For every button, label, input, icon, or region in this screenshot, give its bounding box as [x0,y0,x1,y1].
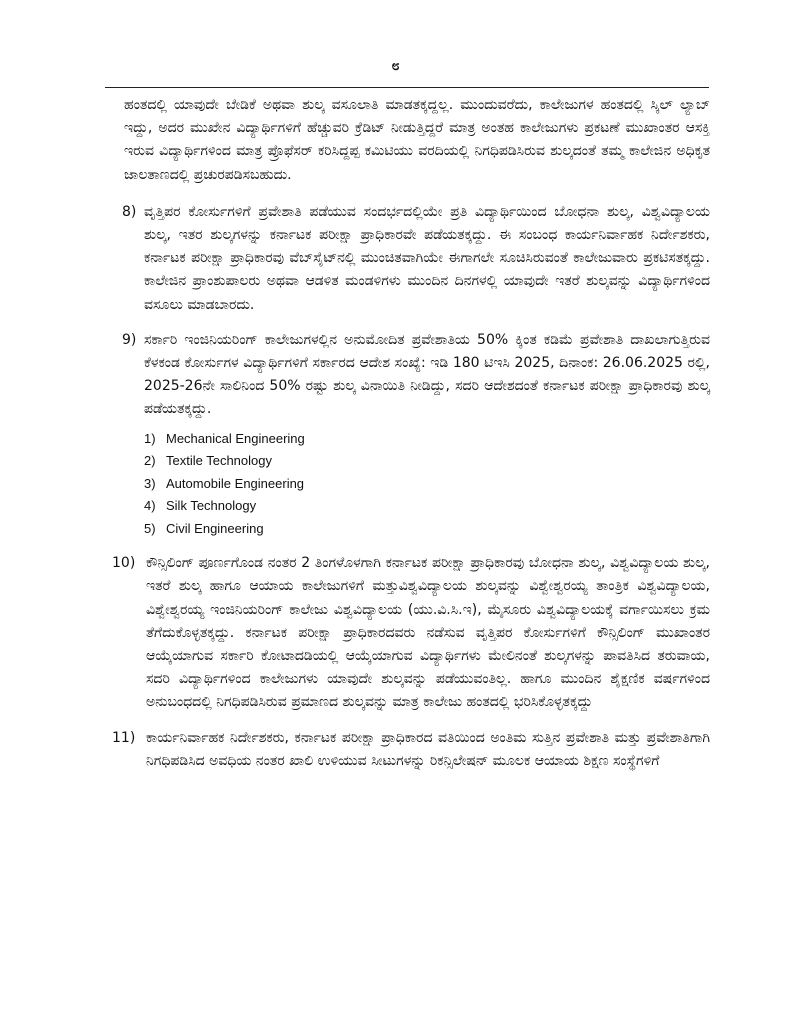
list-item: 2) Textile Technology [144,453,272,469]
item-number: 9) [122,331,137,348]
item-text: ವೃತ್ತಿಪರ ಕೋರ್ಸುಗಳಿಗೆ ಪ್ರವೇಶಾತಿ ಪಡೆಯುವ ಸಂದರ್ಭದಲ್ಲಿಯೇ ಪ್ರತಿ ವಿದ್ಯಾರ್ಥಿಯಿಂದ ಬೋಧನಾ ಶುಲ್ಕ, ವಿಶ್ವವಿದ್ಯಾಲಯ ಶುಲ್ಕ, ಇತರ ಶುಲ್ಕಗಳನ್ನು ಕರ್ನಾಟಕ ಪರೀಕ್ಷಾ ಪ್ರಾಧಿಕಾರವೇ ಪಡೆಯತಕ್ಕದ್ದು. ಈ ಸಂಬಂಧ ಕಾರ್ಯನಿರ್ವಾಹಕ ನಿರ್ದೇಶಕರು, ಕರ್ನಾಟಕ ಪರೀಕ್ಷಾ ಪ್ರಾಧಿಕಾರವು ವೆಬ್‌ಸೈಟ್‌ನಲ್ಲಿ ಮುಂಚಿತವಾಗಿಯೇ ಈಗಾಗಲೇ ಸೂಚಿಸಿರುವಂತೆ ಕಾಲೇಜುವಾರು ಪ್ರಕಟಿಸತಕ್ಕದ್ದು. ಕಾಲೇಜಿನ ಪ್ರಾಂಶುಪಾಲರು ಅಥವಾ ಆಡಳಿತ ಮಂಡಳಿಗಳು ಮುಂದಿನ ದಿನಗಳಲ್ಲಿ ಯಾವುದೇ ಇತರೆ ಶುಲ್ಕವನ್ನು ವಿದ್ಯಾರ್ಥಿಗಳಿಂದ ವಸೂಲು ಮಾಡಬಾರದು. [144,203,710,313]
page-number: ೮ [391,58,400,74]
item-8 [98,201,710,317]
list-item: 5) Civil Engineering [144,520,264,536]
item-9 [98,329,710,422]
item-number: 8) [122,203,137,220]
item-11 [98,727,710,773]
continuation-paragraph: ಹಂತದಲ್ಲಿ ಯಾವುದೇ ಬೇಡಿಕೆ ಅಥವಾ ಶುಲ್ಕ ವಸೂಲಾತಿ ಮಾಡತಕ್ಕದ್ದಲ್ಲ. ಮುಂದುವರೆದು, ಕಾಲೇಜುಗಳ ಹಂತದಲ್ಲಿ ಸ್ಕಿಲ್ ಲ್ಯಾಬ್ ಇದ್ದು, ಅದರ ಮುಖೇನ ವಿದ್ಯಾರ್ಥಿಗಳಿಗೆ ಹೆಚ್ಚುವರಿ ಕ್ರೆಡಿಟ್ ನೀಡುತ್ತಿದ್ದರೆ ಮಾತ್ರ ಅಂತಹ ಕಾಲೇಜುಗಳು ಪ್ರಕಟಣೆ ಮುಖಾಂತರ ಆಸಕ್ತಿ ಇರುವ ವಿದ್ಯಾರ್ಥಿಗಳಿಂದ ಮಾತ್ರ ಪ್ರೊಫೆಸರ್ ಕರಿಸಿದ್ದಪ್ಪ ಕಮಿಟಿಯು ವರದಿಯಲ್ಲಿ ನಿಗಧಿಪಡಿಸಿರುವ ಶುಲ್ಕದಂತೆ ತಮ್ಮ ಕಾಲೇಜಿನ ಅಧಿಕೃತ ಜಾಲತಾಣದಲ್ಲಿ ಪ್ರಚುರಪಡಿಸಬಹುದು. [124,97,710,183]
header-rule [105,87,709,88]
item-text: ಸರ್ಕಾರಿ ಇಂಜಿನಿಯರಿಂಗ್ ಕಾಲೇಜುಗಳಲ್ಲಿನ ಅನುಮೋದಿತ ಪ್ರವೇಶಾತಿಯ 50% ಕ್ಕಿಂತ ಕಡಿಮೆ ಪ್ರವೇಶಾತಿ ದಾಖಲಾಗುತ್ತಿರುವ ಕೆಳಕಂಡ ಕೋರ್ಸುಗಳ ವಿದ್ಯಾರ್ಥಿಗಳಿಗೆ ಸರ್ಕಾರದ ಆದೇಶ ಸಂಖ್ಯೆ: ಇಡಿ 180 ಟಿಇಸಿ 2025, ದಿನಾಂಕ: 26.06.2025 ರಲ್ಲಿ, 2025-26ನೇ ಸಾಲಿನಿಂದ 50% ರಷ್ಟು ಶುಲ್ಕ ವಿನಾಯಿತಿ ನೀಡಿದ್ದು, ಸದರಿ ಆದೇಶದಂತೆ ಕರ್ನಾಟಕ ಪರೀಕ್ಷಾ ಪ್ರಾಧಿಕಾರವು ಶುಲ್ಕ ಪಡೆಯತಕ್ಕದ್ದು. [144,331,710,418]
list-item: 1) Mechanical Engineering [144,430,305,446]
list-item: 3) Automobile Engineering [144,475,305,491]
item-number: 10) [112,555,136,572]
list-item: 4) Silk Technology [144,498,257,514]
course-list [98,428,710,541]
document-body [98,94,710,773]
item-number: 11) [112,729,136,746]
item-text: ಕೌನ್ಸಿಲಿಂಗ್ ಪೂರ್ಣಗೊಂಡ ನಂತರ 2 ತಿಂಗಳೊಳಗಾಗಿ ಕರ್ನಾಟಕ ಪರೀಕ್ಷಾ ಪ್ರಾಧಿಕಾರವು ಬೋಧನಾ ಶುಲ್ಕ, ವಿಶ್ವವಿದ್ಯಾಲಯ ಶುಲ್ಕ, ಇತರೆ ಶುಲ್ಕ ಹಾಗೂ ಆಯಾಯ ಕಾಲೇಜುಗಳಿಗೆ ಮತ್ತುವಿಶ್ವವಿದ್ಯಾಲಯ ಶುಲ್ಕವನ್ನು ವಿಶ್ವೇಶ್ವರಯ್ಯ ತಾಂತ್ರಿಕ ವಿಶ್ವವಿದ್ಯಾಲಯ, ವಿಶ್ವೇಶ್ವರಯ್ಯ ಇಂಜಿನಿಯರಿಂಗ್ ಕಾಲೇಜು ವಿಶ್ವವಿದ್ಯಾಲಯ (ಯು.ವಿ.ಸಿ.ಇ), ಮೈಸೂರು ವಿಶ್ವವಿದ್ಯಾಲಯಕ್ಕೆ ವರ್ಗಾಯಿಸಲು ಕ್ರಮ ತೆಗೆದುಕೊಳ್ಳತಕ್ಕದ್ದು. ಕರ್ನಾಟಕ ಪರೀಕ್ಷಾ ಪ್ರಾಧಿಕಾರದವರು ನಡೆಸುವ ವೃತ್ತಿಪರ ಕೋರ್ಸುಗಳಿಗೆ ಕೌನ್ಸಿಲಿಂಗ್ ಮುಖಾಂತರ ಆಯ್ಕೆಯಾಗುವ ಸರ್ಕಾರಿ ಕೋಟಾದಡಿಯಲ್ಲಿ ಆಯ್ಕೆಯಾಗುವ ವಿದ್ಯಾರ್ಥಿಗಳು ಮೇಲಿನಂತೆ ಶುಲ್ಕಗಳನ್ನು ಪಾವತಿಸಿದ ತರುವಾಯ, ಸದರಿ ವಿದ್ಯಾರ್ಥಿಗಳಿಂದ ಕಾಲೇಜುಗಳು ಯಾವುದೇ ಶುಲ್ಕವನ್ನು ಪಡೆಯುವಂತಿಲ್ಲ. ಹಾಗೂ ಮುಂದಿನ ಶೈಕ್ಷಣಿಕ ವರ್ಷಗಳಿಂದ ಅನುಬಂಧದಲ್ಲಿ ನಿಗಧಿಪಡಿಸಿರುವ ಪ್ರಮಾಣದ ಶುಲ್ಕವನ್ನು ಮಾತ್ರ ಕಾಲೇಜು ಹಂತದಲ್ಲಿ ಭರಿಸಿಕೊಳ್ಳತಕ್ಕದ್ದು [146,555,710,711]
item-text: ಕಾರ್ಯನಿರ್ವಾಹಕ ನಿರ್ದೇಶಕರು, ಕರ್ನಾಟಕ ಪರೀಕ್ಷಾ ಪ್ರಾಧಿಕಾರದ ವತಿಯಿಂದ ಅಂತಿಮ ಸುತ್ತಿನ ಪ್ರವೇಶಾತಿ ಮತ್ತು ಪ್ರವೇಶಾತಿಗಾಗಿ ನಿಗಧಿಪಡಿಸಿದ ಅವಧಿಯ ನಂತರ ಖಾಲಿ ಉಳಿಯುವ ಸೀಟುಗಳನ್ನು ರಿಕನ್ಸಿಲೇಷನ್ ಮೂಲಕ ಆಯಾಯ ಶಿಕ್ಷಣ ಸಂಸ್ಥೆಗಳಿಗೆ [146,729,710,769]
item-10 [98,552,710,714]
